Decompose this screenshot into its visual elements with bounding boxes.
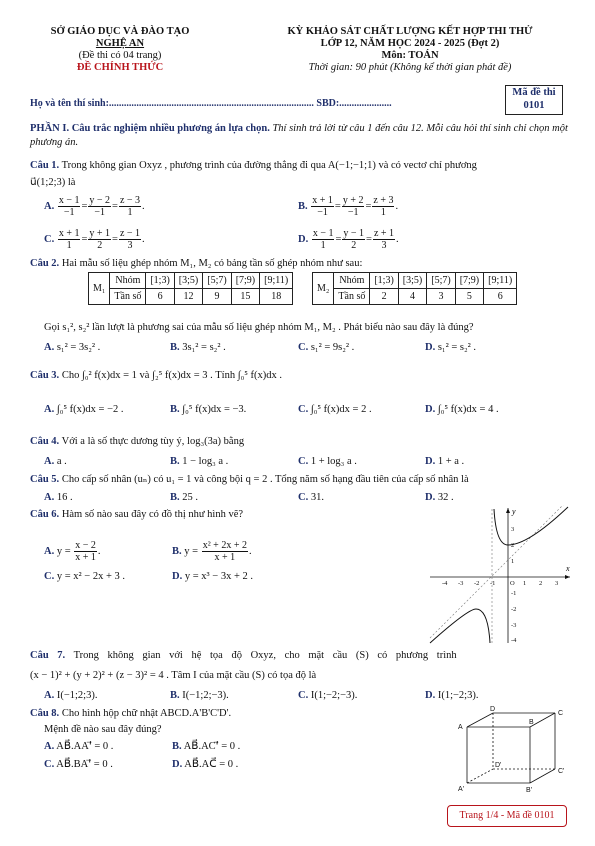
pages-note: (Đề thi có 04 trang)	[78, 50, 162, 61]
m2-freq: 4	[398, 289, 426, 305]
exam-code-label: Mã đề thi	[512, 87, 556, 98]
y-tick: -4	[511, 637, 517, 644]
part1-instructions: Thí sinh trả lời từ câu 1 đến câu 12. Mỗi câu hỏi thí sinh chỉ chọn một phương án.	[30, 123, 568, 148]
q1-option-a: A. $\frac{x - 1}{-1}$ = $\frac{y - 2}{-1}$ = $\frac{z - 3}{1}$ .	[44, 195, 145, 218]
m2-freq: 6	[484, 289, 517, 305]
y-tick: -2	[511, 606, 517, 613]
m1-label: M₁	[89, 273, 110, 305]
q1-option-b: B. $\frac{x + 1}{-1}$ = $\frac{y + 2}{-1}$ = $\frac{z + 3}{1}$ .	[298, 195, 399, 218]
m2-freq-head: Tần số	[334, 289, 370, 305]
part1-title: PHẦN I. Câu trắc nghiệm nhiều phương án lựa chọn.	[30, 123, 270, 134]
page-footer-badge: Trang 1/4 - Mã đề 0101	[447, 805, 567, 827]
q5-label: Câu 5.	[30, 474, 60, 485]
q5-stem	[30, 473, 469, 485]
x-tick: 1	[523, 580, 527, 587]
q3-option-c: C. ∫₀⁵ f(x)dx = 2 .	[298, 404, 372, 415]
q3-option-b: B. ∫₀⁵ f(x)dx = −3.	[170, 404, 247, 415]
q6-function-graph	[428, 505, 573, 645]
exam-code-box	[505, 85, 563, 115]
x-tick: -2	[474, 580, 480, 587]
m1-group: [9;11)	[260, 273, 293, 289]
q7-text2: (x − 1)² + (y + 2)² + (z − 3)² = 4 . Tâm I của mặt cầu (S) có tọa độ là	[30, 670, 317, 681]
q4-stem	[30, 436, 244, 447]
vertex-a: A	[458, 724, 463, 731]
y-axis-label: y	[512, 507, 516, 516]
origin-label: O	[510, 580, 515, 587]
q8-option-c: C. AB⃗.BA'⃗ = 0 .	[44, 759, 113, 770]
exam-code: 0101	[523, 100, 545, 111]
m2-group: [3;5)	[398, 273, 426, 289]
part1-heading	[30, 122, 570, 150]
q5-option-b: B. 25 .	[170, 492, 199, 503]
dept-name: SỞ GIÁO DỤC VÀ ĐÀO TẠO	[50, 26, 190, 37]
q3-label: Câu 3.	[30, 370, 60, 381]
q6-text: Hàm số nào sau đây có đồ thị như hình vẽ?	[61, 509, 244, 520]
x-axis-label: x	[566, 564, 570, 573]
vertex-c: C	[558, 710, 564, 717]
vertex-d-prime: D'	[495, 762, 502, 769]
graph-left-branch	[430, 609, 490, 643]
q8-text: Cho hình hộp chữ nhật ABCD.A'B'C'D'.	[61, 708, 232, 719]
m2-group: [1;3)	[370, 273, 398, 289]
q4-label: Câu 4.	[30, 436, 60, 447]
q1-stem	[30, 160, 477, 171]
vertex-a-prime: A'	[458, 786, 465, 793]
q3-option-d: D. ∫₀⁵ f(x)dx = 4 .	[425, 404, 499, 415]
vertex-b: B	[529, 719, 534, 726]
q4-option-a: A. a .	[44, 456, 67, 467]
q7-label: Câu 7.	[30, 650, 66, 661]
m1-freq: 6	[146, 289, 174, 305]
y-tick: -1	[511, 590, 517, 597]
m2-group: [5;7)	[427, 273, 455, 289]
m1-freq-head: Tần số	[110, 289, 146, 305]
x-arrow-icon	[565, 575, 570, 579]
m2-freq: 2	[370, 289, 398, 305]
q2-text: Hai mẫu số liệu ghép nhóm M₁, M₂ có bảng tần số ghép nhóm như sau:	[61, 258, 363, 269]
q4-option-b: B. 1 − log₃ a .	[170, 456, 229, 467]
m1-freq: 12	[174, 289, 202, 305]
province: NGHỆ AN	[95, 38, 145, 49]
m1-freq: 18	[260, 289, 293, 305]
q8-cuboid-figure	[455, 705, 575, 795]
official-label: ĐỀ CHÍNH THỨC	[76, 62, 164, 73]
q1-label: Câu 1.	[30, 160, 60, 171]
q8-text2: Mệnh đề nào sau đây đúng?	[44, 724, 162, 735]
q4-option-c: C. 1 + log₃ a .	[298, 456, 357, 467]
x-tick: 2	[539, 580, 543, 587]
q2-stem	[30, 258, 362, 269]
m2-group-head: Nhóm	[334, 273, 370, 289]
q7-option-a: A. I(−1;2;3).	[44, 690, 98, 701]
y-arrow-icon	[506, 508, 510, 513]
graph-right-branch	[494, 507, 568, 545]
q4-text: Với a là số thực dương tùy ý, log₃(3a) bằng	[61, 436, 245, 447]
q5-option-d: D. 32 .	[425, 492, 454, 503]
vertex-b-prime: B'	[526, 787, 533, 794]
student-info-line: Họ và tên thí sinh:.................................................................................. SBD:.....................	[30, 98, 392, 109]
vertex-d: D	[490, 706, 496, 713]
header-right	[255, 26, 565, 74]
q6-option-a: A. y = $\frac{x - 2}{x + 1}$ .	[44, 540, 101, 563]
y-tick: 1	[511, 558, 515, 565]
m2-label: M₂	[313, 273, 334, 305]
m1-group: [7;9)	[231, 273, 259, 289]
q2-table-m1	[88, 272, 293, 305]
y-tick: -3	[511, 622, 517, 629]
q8-option-b: B. AB⃗.AC'⃗ = 0 .	[172, 741, 241, 752]
x-tick: 3	[555, 580, 559, 587]
q6-option-d: D. y = x³ − 3x + 2 .	[172, 571, 254, 582]
q2-table-m2	[312, 272, 517, 305]
m2-group: [9;11)	[484, 273, 517, 289]
y-tick: 3	[511, 526, 515, 533]
q7-option-c: C. I(1;−2;−3).	[298, 690, 358, 701]
q7-stem	[30, 650, 570, 661]
q5-option-c: C. 31.	[298, 492, 324, 503]
q2-text2: Gọi s₁², s₂² lần lượt là phương sai của mẫu số liệu ghép nhóm M₁, M₂ . Phát biểu nào sau đây là đúng?	[44, 322, 474, 333]
q1-option-d: D. $\frac{x - 1}{1}$ = $\frac{y - 1}{2}$ = $\frac{z + 1}{3}$ .	[298, 228, 399, 251]
exam-time: Thời gian: 90 phút (Không kể thời gian phát đề)	[308, 62, 512, 73]
q7-option-b: B. I(−1;2;−3).	[170, 690, 229, 701]
q8-label: Câu 8.	[30, 708, 60, 719]
q2-option-c: C. s₁² = 9s₂² .	[298, 342, 355, 353]
q3-text: Cho ∫₀² f(x)dx = 1 và ∫₂⁵ f(x)dx = 3 . Tính ∫₀⁵ f(x)dx .	[61, 370, 283, 381]
m1-group: [3;5)	[174, 273, 202, 289]
q8-option-d: D. AB⃗.AC⃗ = 0 .	[172, 759, 239, 770]
exam-title: KỲ KHẢO SÁT CHẤT LƯỢNG KẾT HỢP THI THỬ	[287, 26, 533, 37]
q1-text2: u⃗(1;2;3) là	[30, 177, 76, 188]
q2-label: Câu 2.	[30, 258, 60, 269]
q6-option-b: B. y = $\frac{\text{x² + 2x + 2}}{x + 1}$ .	[172, 540, 252, 563]
q6-label: Câu 6.	[30, 509, 60, 520]
m2-group: [7;9)	[455, 273, 483, 289]
grade-year: LỚP 12, NĂM HỌC 2024 - 2025 (Đợt 2)	[320, 38, 500, 49]
q2-option-d: D. s₁² = s₂² .	[425, 342, 477, 353]
q5-option-a: A. 16 .	[44, 492, 73, 503]
q6-stem	[30, 509, 243, 520]
m1-freq: 15	[231, 289, 259, 305]
q4-option-d: D. 1 + a .	[425, 456, 465, 467]
q3-stem	[30, 370, 282, 381]
q1-option-c: C. $\frac{x + 1}{1}$ = $\frac{y + 1}{2}$ = $\frac{z - 1}{3}$ .	[44, 228, 145, 251]
q2-option-a: A. s₁² = 3s₂² .	[44, 342, 101, 353]
q2-option-b: B. 3s₁² = s₂² .	[170, 342, 226, 353]
m1-group-head: Nhóm	[110, 273, 146, 289]
q8-stem	[30, 708, 231, 719]
q7-option-d: D. I(1;−2;3).	[425, 690, 479, 701]
q6-option-c: C. y = x² − 2x + 3 .	[44, 571, 126, 582]
q5-text: Cho cấp số nhân (uₙ) có u₁ = 1 và công bội q = 2 . Tổng năm số hạng đầu tiên của cấp số nhân là	[61, 474, 469, 485]
q1-text: Trong không gian Oxyz , phương trình của đường thẳng đi qua A(−1;−1;1) và có vectơ chỉ phương	[61, 160, 477, 171]
m2-freq: 5	[455, 289, 483, 305]
x-tick: -3	[458, 580, 464, 587]
y-tick: 2	[511, 542, 515, 549]
vertex-c-prime: C'	[558, 768, 565, 775]
q3-option-a: A. ∫₀⁵ f(x)dx = −2 .	[44, 404, 124, 415]
x-tick: -1	[490, 580, 496, 587]
x-tick: -4	[442, 580, 448, 587]
subject: Môn: TOÁN	[381, 50, 439, 61]
m1-group: [5;7)	[203, 273, 231, 289]
m2-freq: 3	[427, 289, 455, 305]
m1-group: [1;3)	[146, 273, 174, 289]
header-left	[40, 26, 200, 74]
q8-option-a: A. AB⃗.AA'⃗ = 0 .	[44, 741, 114, 752]
q7-text: Trong không gian với hệ tọa độ Oxyz, cho mặt cầu (S) có phương trình	[73, 650, 457, 661]
m1-freq: 9	[203, 289, 231, 305]
